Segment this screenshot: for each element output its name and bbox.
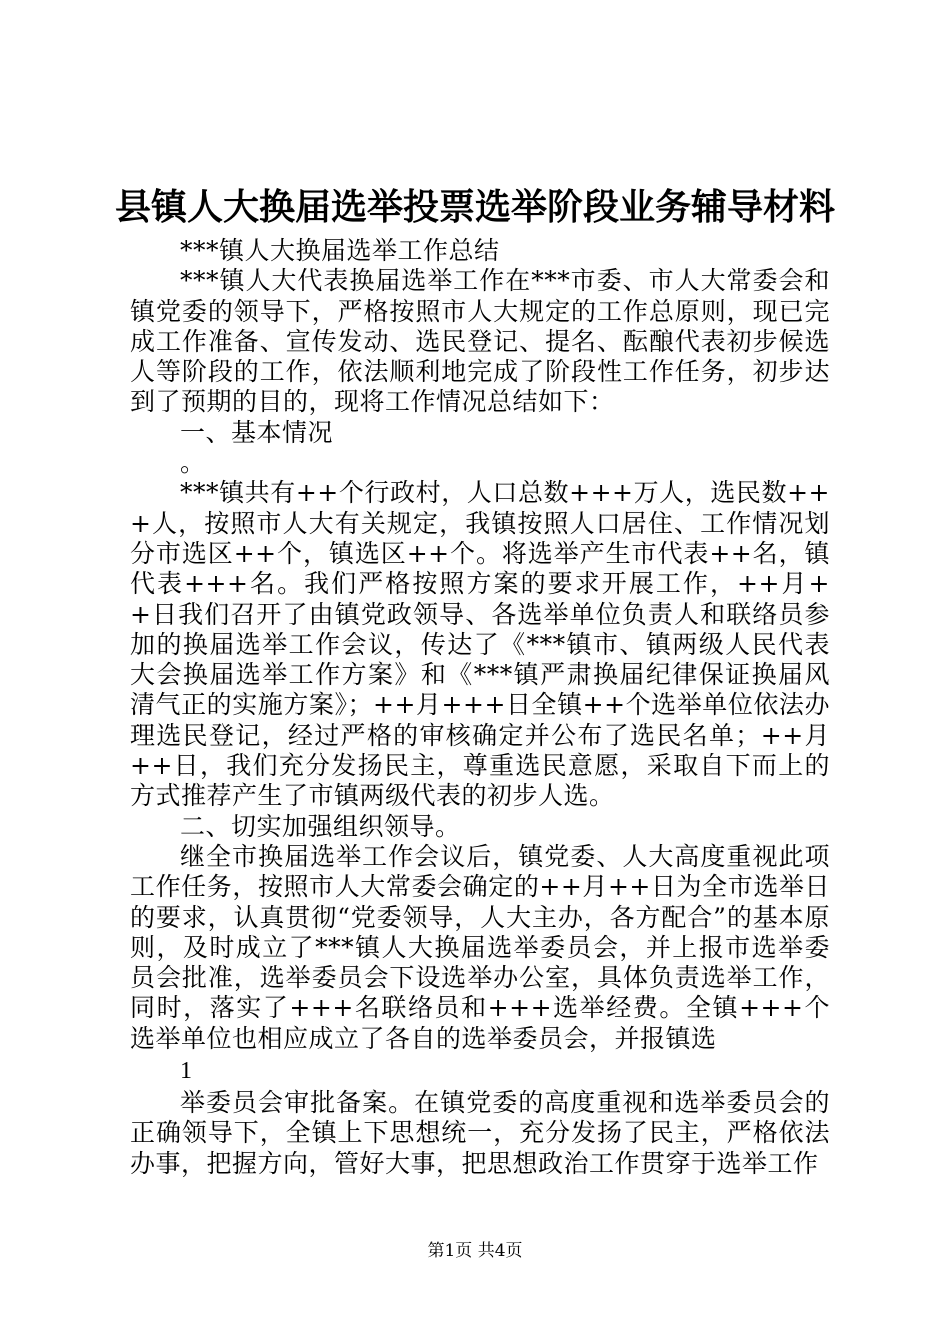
paragraph-summary-heading: ***镇人大换届选举工作总结	[180, 236, 500, 265]
paragraph-intro: ***镇人大代表换届选举工作在***市委、市人大常委会和镇党委的领导下，严格按照市人大规定的工作总原则，现已完成工作准备、宣传发动、选民登记、提名、酝酿代表初步候选人等阶段的工作，依法顺利地完成了阶段性工作任务，初步达到了预期的目的，现将工作情况总结如下：	[130, 266, 830, 417]
paragraph-continuation: 举委员会审批备案。在镇党委的高度重视和选举委员会的正确领导下，全镇上下思想统一，充分发扬了民主，严格依法办事，把握方向，管好大事，把思想政治工作贯穿于选举工作	[130, 1088, 830, 1178]
paragraph-organization: 继全市换届选举工作会议后，镇党委、人大高度重视此项工作任务，按照市人大常委会确定的++月++日为全市选举日的要求，认真贯彻“党委领导，人大主办，各方配合”的基本原则，及时成立了***镇人大换届选举委员会，并上报市选举委员会批准，选举委员会下设选举办公室，具体负责选举工作，同时，落实了+++名联络员和+++选举经费。全镇+++个选举单位也相应成立了各自的选举委员会，并报镇选	[130, 841, 830, 1053]
document-body	[130, 236, 830, 1179]
section-heading-organization: 二、切实加强组织领导。	[180, 811, 461, 841]
paragraph-period-mark: 。	[180, 448, 206, 478]
section-heading-basic-situation: 一、基本情况	[180, 417, 334, 447]
inline-page-number: 1	[180, 1058, 193, 1085]
page-footer: 第1页 共4页	[427, 1241, 523, 1261]
document-title: 县镇人大换届选举投票选举阶段业务辅导材料	[114, 187, 835, 228]
paragraph-basic-situation: ***镇共有++个行政村，人口总数+++万人，选民数+++人，按照市人大有关规定，我镇按照人口居住、工作情况划分市选区++个，镇选区++个。将选举产生市代表++名，镇代表+++名。我们严格按照方案的要求开展工作，++月++日我们召开了由镇党政领导、各选举单位负责人和联络员参加的换届选举工作会议，传达了《***镇市、镇两级人民代表大会换届选举工作方案》和《***镇严肃换届纪律保证换届风清气正的实施方案》；++月+++日全镇++个选举单位依法办理选民登记，经过严格的审核确定并公布了选民名单；++月++日，我们充分发扬民主，尊重选民意愿，采取自下而上的方式推荐产生了市镇两级代表的初步人选。	[130, 478, 830, 811]
